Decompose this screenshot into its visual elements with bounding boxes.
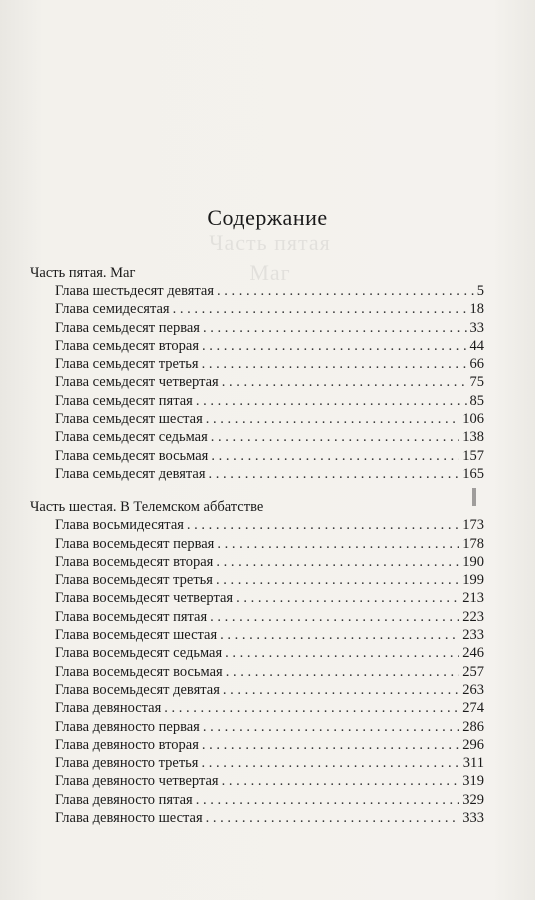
page-number: 263 bbox=[462, 681, 484, 698]
toc-entry bbox=[30, 535, 484, 553]
toc-entry bbox=[30, 410, 484, 428]
dot-leader bbox=[196, 392, 467, 410]
chapter-title: Глава восемьдесят четвертая bbox=[55, 590, 234, 607]
chapter-title: Глава семьдесят первая bbox=[55, 319, 200, 336]
page-number: 190 bbox=[462, 553, 484, 570]
page-number: 257 bbox=[462, 663, 484, 680]
toc-entry bbox=[30, 772, 484, 790]
chapter-title: Глава семьдесят вторая bbox=[55, 337, 199, 354]
page-number: 311 bbox=[462, 755, 484, 772]
dot-leader bbox=[173, 300, 467, 318]
page-number: 178 bbox=[462, 535, 484, 552]
dot-leader bbox=[202, 337, 467, 355]
chapter-title: Глава семьдесят девятая bbox=[55, 465, 206, 482]
page-number: 246 bbox=[462, 645, 484, 662]
dot-leader bbox=[196, 791, 460, 809]
page-number: 165 bbox=[462, 465, 484, 482]
chapter-title: Глава девяносто вторая bbox=[55, 736, 199, 753]
toc-entry bbox=[30, 663, 484, 681]
page-number: 296 bbox=[462, 736, 484, 753]
toc-entry bbox=[30, 571, 484, 589]
page-number: 66 bbox=[469, 356, 484, 373]
chapter-title: Глава девяносто первая bbox=[55, 718, 200, 735]
dot-leader bbox=[201, 754, 459, 772]
page-number: 138 bbox=[462, 429, 484, 446]
toc-entry bbox=[30, 516, 484, 534]
toc-entry bbox=[30, 754, 484, 772]
chapter-title: Глава девяносто шестая bbox=[55, 810, 203, 827]
bleed-through-text: Часть пятая Маг bbox=[209, 230, 331, 285]
dot-leader bbox=[216, 553, 459, 571]
toc-entry bbox=[30, 428, 484, 446]
toc-entry bbox=[30, 447, 484, 465]
chapter-title: Глава семьдесят пятая bbox=[55, 392, 193, 409]
chapter-title: Глава восемьдесят третья bbox=[55, 572, 213, 589]
dot-leader bbox=[164, 699, 459, 717]
dot-leader bbox=[203, 718, 459, 736]
toc-entry bbox=[30, 644, 484, 662]
toc-entry bbox=[30, 553, 484, 571]
toc-entry bbox=[30, 791, 484, 809]
table-of-contents bbox=[30, 265, 484, 827]
chapter-title: Глава девяностая bbox=[55, 700, 162, 717]
page-number: 286 bbox=[462, 718, 484, 735]
dot-leader bbox=[225, 644, 459, 662]
toc-part-heading: Часть шестая. В Телемском аббатстве bbox=[30, 499, 264, 516]
chapter-title: Глава восемьдесят восьмая bbox=[55, 663, 223, 680]
dot-leader bbox=[216, 571, 459, 589]
dot-leader bbox=[209, 465, 460, 483]
dot-leader bbox=[187, 516, 459, 534]
dot-leader bbox=[202, 355, 467, 373]
dot-leader bbox=[203, 319, 467, 337]
page-number: 333 bbox=[462, 810, 484, 827]
page-number: 199 bbox=[462, 572, 484, 589]
chapter-title: Глава семидесятая bbox=[55, 301, 170, 318]
dot-leader bbox=[223, 681, 459, 699]
page-number: 75 bbox=[469, 374, 484, 391]
page-number: 213 bbox=[462, 590, 484, 607]
chapter-title: Глава восемьдесят седьмая bbox=[55, 645, 223, 662]
chapter-title: Глава восьмидесятая bbox=[55, 517, 184, 534]
dot-leader bbox=[211, 428, 459, 446]
toc-entry bbox=[30, 809, 484, 827]
dot-leader bbox=[202, 736, 459, 754]
chapter-title: Глава девяносто третья bbox=[55, 755, 199, 772]
page-number: 85 bbox=[469, 392, 484, 409]
toc-entry bbox=[30, 300, 484, 318]
chapter-title: Глава семьдесят четвертая bbox=[55, 374, 219, 391]
toc-entry bbox=[30, 699, 484, 717]
toc-entry bbox=[30, 736, 484, 754]
chapter-title: Глава восемьдесят шестая bbox=[55, 627, 218, 644]
dot-leader bbox=[206, 809, 460, 827]
dot-leader bbox=[217, 535, 459, 553]
toc-entry bbox=[30, 681, 484, 699]
page-number: 274 bbox=[462, 700, 484, 717]
toc-entry bbox=[30, 373, 484, 391]
toc-entry bbox=[30, 718, 484, 736]
page-number: 5 bbox=[476, 283, 484, 299]
chapter-title: Глава девяносто пятая bbox=[55, 791, 193, 808]
chapter-title: Глава семьдесят седьмая bbox=[55, 429, 208, 446]
toc-entry bbox=[30, 626, 484, 644]
toc-entry bbox=[30, 282, 484, 300]
chapter-title: Глава семьдесят третья bbox=[55, 356, 199, 373]
toc-entry bbox=[30, 319, 484, 337]
page-number: 223 bbox=[462, 608, 484, 625]
page-number: 18 bbox=[469, 301, 484, 318]
chapter-title: Глава восемьдесят вторая bbox=[55, 553, 214, 570]
dot-leader bbox=[217, 282, 474, 300]
toc-entry bbox=[30, 465, 484, 483]
toc-part-heading: Часть пятая. Маг bbox=[30, 265, 136, 281]
page-number: 173 bbox=[462, 517, 484, 534]
dot-leader bbox=[210, 608, 459, 626]
dot-leader bbox=[206, 410, 459, 428]
chapter-title: Глава восемьдесят пятая bbox=[55, 608, 208, 625]
dot-leader bbox=[211, 447, 459, 465]
page-number: 33 bbox=[469, 319, 484, 336]
page-number: 44 bbox=[469, 337, 484, 354]
toc-entry bbox=[30, 355, 484, 373]
page-mark bbox=[472, 488, 476, 506]
dot-leader bbox=[236, 589, 459, 607]
chapter-title: Глава восемьдесят первая bbox=[55, 535, 215, 552]
toc-entry bbox=[30, 392, 484, 410]
page-number: 233 bbox=[462, 627, 484, 644]
chapter-title: Глава семьдесят восьмая bbox=[55, 447, 209, 464]
dot-leader bbox=[222, 772, 460, 790]
toc-entry bbox=[30, 589, 484, 607]
chapter-title: Глава шестьдесят девятая bbox=[55, 283, 215, 299]
page-title: Содержание bbox=[207, 205, 328, 230]
page-number: 157 bbox=[462, 447, 484, 464]
chapter-title: Глава семьдесят шестая bbox=[55, 411, 203, 428]
chapter-title: Глава девяносто четвертая bbox=[55, 773, 219, 790]
page-number: 106 bbox=[462, 411, 484, 428]
toc-entry bbox=[30, 608, 484, 626]
page-number: 319 bbox=[462, 773, 484, 790]
dot-leader bbox=[222, 373, 467, 391]
page-number: 329 bbox=[462, 791, 484, 808]
toc-entry bbox=[30, 337, 484, 355]
dot-leader bbox=[220, 626, 459, 644]
chapter-title: Глава восемьдесят девятая bbox=[55, 681, 220, 698]
dot-leader bbox=[226, 663, 460, 681]
